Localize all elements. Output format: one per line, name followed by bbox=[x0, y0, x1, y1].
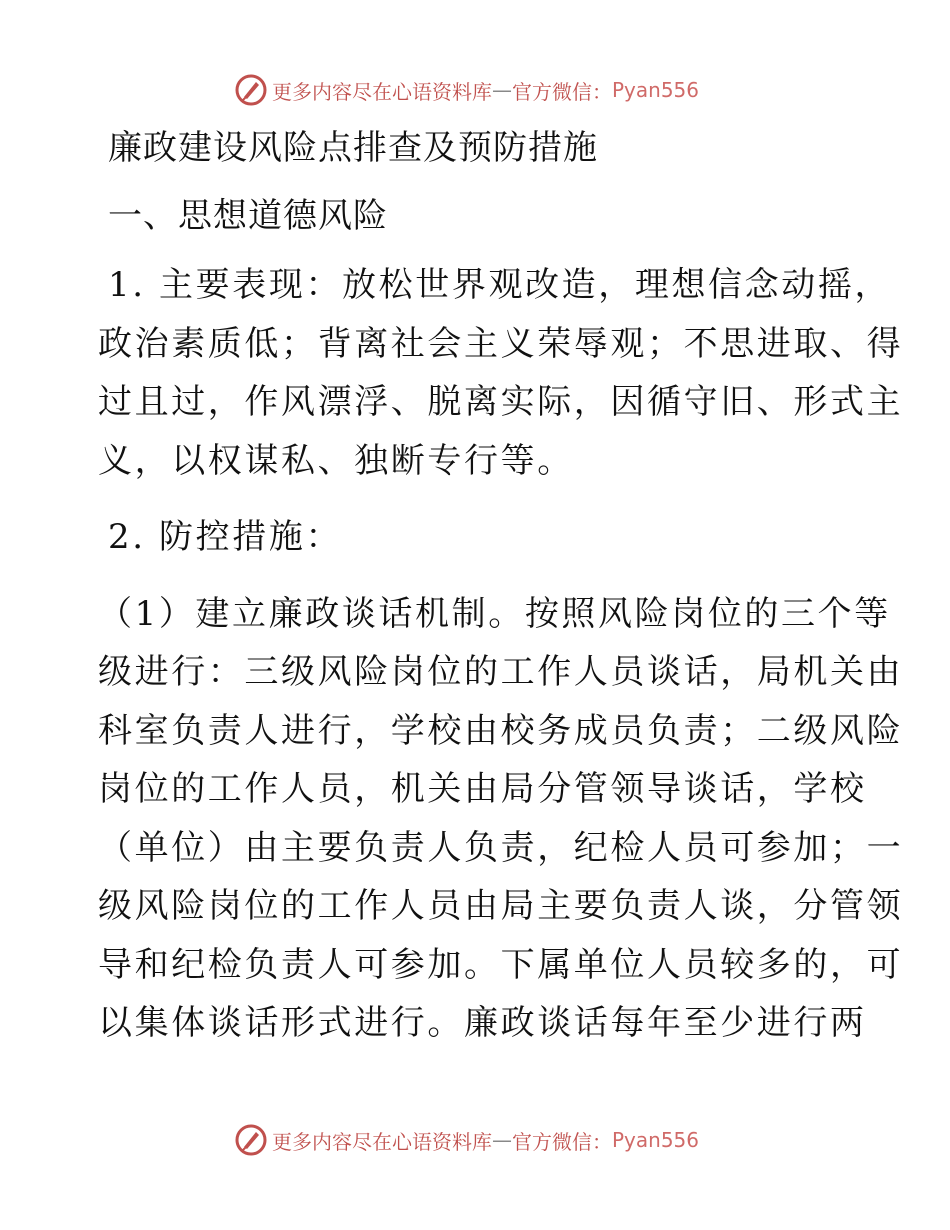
watermark-handle: Pyan556 bbox=[612, 1128, 700, 1152]
paragraph-line: （单位）由主要负责人负责，纪检人员可参加；一 bbox=[98, 827, 904, 868]
item-1-paragraph bbox=[98, 256, 904, 490]
paragraph-line: 以集体谈话形式进行。廉政谈话每年至少进行两 bbox=[98, 1003, 867, 1043]
watermark-official-label: 官方微信： bbox=[512, 79, 612, 104]
paragraph-line: 级风险岗位的工作人员由局主要负责人谈，分管领 bbox=[98, 886, 904, 926]
paragraph-line: 政治素质低；背离社会主义荣辱观；不思进取、得 bbox=[98, 323, 904, 364]
paragraph-line: 级进行：三级风险岗位的工作人员谈话，局机关由 bbox=[98, 652, 904, 692]
document-body bbox=[98, 118, 904, 1053]
item-2-heading bbox=[98, 508, 858, 567]
measure-1-paragraph bbox=[98, 585, 904, 1053]
watermark-text: 更多内容尽在心语资料库 bbox=[272, 1129, 492, 1154]
paragraph-line: 义，以权谋私、独断专行等。 bbox=[98, 440, 574, 481]
paragraph-line: （1）建立廉政谈话机制。按照风险岗位的三个等 bbox=[98, 593, 891, 634]
paragraph-line: 科室负责人进行，学校由校务成员负责；二级风险 bbox=[98, 710, 904, 751]
watermark-separator: — bbox=[492, 1128, 512, 1152]
watermark-footer bbox=[234, 1122, 699, 1158]
watermark-separator: — bbox=[492, 78, 512, 102]
paragraph-line: 1. 主要表现：放松世界观改造，理想信念动摇， bbox=[108, 265, 892, 305]
watermark-official-label: 官方微信： bbox=[512, 1129, 612, 1154]
paragraph-line: 导和纪检负责人可参加。下属单位人员较多的，可 bbox=[98, 944, 904, 985]
paragraph-line: 2. 防控措施： bbox=[108, 517, 343, 557]
quill-logo-icon bbox=[234, 73, 268, 107]
paragraph-line: 岗位的工作人员，机关由局分管领导谈话，学校 bbox=[98, 769, 867, 809]
paragraph-line: 过且过，作风漂浮、脱离实际，因循守旧、形式主 bbox=[98, 382, 904, 422]
watermark-handle: Pyan556 bbox=[612, 78, 700, 102]
quill-logo-icon bbox=[234, 1123, 268, 1157]
page-title: 廉政建设风险点排查及预防措施 bbox=[108, 128, 598, 168]
watermark-header bbox=[234, 72, 699, 108]
watermark-text: 更多内容尽在心语资料库 bbox=[272, 79, 492, 104]
section-heading-moral-risk: 一、思想道德风险 bbox=[108, 196, 388, 236]
